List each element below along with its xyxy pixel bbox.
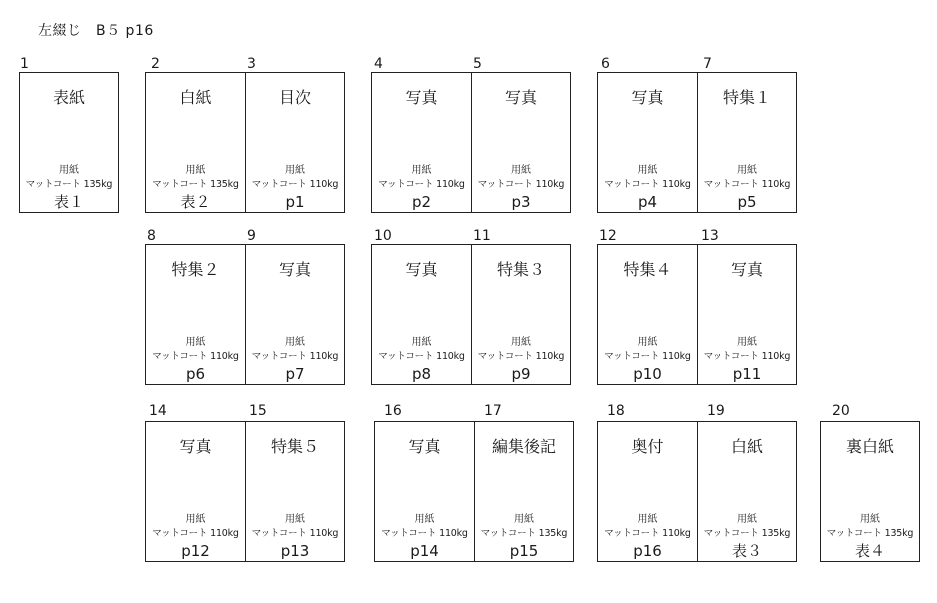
page-title: 写真 (730, 260, 763, 279)
page-number: 2 (151, 56, 160, 72)
page-number: 16 (384, 403, 402, 419)
page-label: p4 (637, 193, 658, 211)
page-label: p13 (280, 542, 310, 560)
paper-spec (146, 513, 245, 541)
paper-label: 用紙 (511, 337, 531, 348)
paper-label: 用紙 (285, 514, 305, 525)
page-box (697, 72, 797, 213)
page-label: p14 (410, 542, 439, 560)
paper-stock: マットコート 110kg (378, 179, 465, 190)
paper-label: 用紙 (285, 165, 305, 176)
paper-label: 用紙 (185, 514, 206, 525)
paper-label: 用紙 (737, 165, 757, 176)
page-box (471, 72, 571, 213)
page-number: 14 (149, 403, 167, 419)
page-number: 20 (832, 403, 850, 419)
page-number: 1 (20, 56, 29, 72)
paper-stock: マットコート 110kg (381, 528, 468, 539)
page-box (471, 244, 571, 385)
page-number: 6 (601, 56, 610, 72)
page-title: 写真 (179, 437, 212, 456)
paper-spec (598, 513, 697, 541)
page-box (245, 421, 345, 562)
paper-spec (698, 513, 796, 541)
paper-label: 用紙 (185, 337, 206, 348)
page-label: p16 (633, 542, 662, 560)
paper-label: 用紙 (637, 337, 658, 348)
paper-spec (246, 513, 344, 541)
page-label: p6 (185, 365, 206, 383)
paper-stock: マットコート 135kg (703, 528, 791, 539)
page-number: 5 (473, 56, 482, 72)
page-label: p12 (181, 542, 210, 560)
page-title: 白紙 (179, 88, 212, 107)
page-label: p15 (509, 542, 539, 560)
paper-stock: マットコート 135kg (480, 528, 568, 539)
paper-spec (20, 164, 118, 192)
page-title: 写真 (504, 88, 537, 107)
paper-spec (375, 513, 474, 541)
paper-stock: マットコート 110kg (152, 351, 239, 362)
paper-stock: マットコート 110kg (604, 351, 691, 362)
page-title: 写真 (631, 88, 664, 107)
page-box-back-cover (820, 421, 920, 562)
paper-label: 用紙 (637, 165, 658, 176)
page-title: 裏白紙 (845, 437, 894, 456)
paper-stock: マットコート 110kg (378, 351, 465, 362)
paper-spec (598, 336, 697, 364)
paper-stock: マットコート 135kg (152, 179, 239, 190)
page-title: 写真 (278, 260, 311, 279)
page-box (597, 421, 697, 562)
page-number: 8 (147, 228, 156, 244)
page-label: p3 (511, 193, 531, 211)
page-title: 表紙 (52, 88, 85, 107)
paper-label: 用紙 (414, 514, 435, 525)
paper-spec (472, 336, 570, 364)
paper-spec (246, 336, 344, 364)
page-number: 10 (374, 228, 392, 244)
page-label: 表２ (180, 193, 211, 211)
paper-stock: マットコート 110kg (477, 179, 565, 190)
paper-stock: マットコート 110kg (251, 351, 339, 362)
paper-spec (372, 164, 471, 192)
page-label: p7 (285, 365, 305, 383)
page-box (145, 244, 245, 385)
page-title: 特集３ (496, 260, 545, 279)
page-number: 18 (607, 403, 625, 419)
page-number: 13 (701, 228, 719, 244)
paper-stock: マットコート 110kg (477, 351, 565, 362)
page-title: 写真 (408, 437, 441, 456)
page-label: 表１ (53, 193, 84, 211)
paper-spec (821, 513, 919, 541)
paper-label: 用紙 (511, 165, 531, 176)
page-title: 特集１ (722, 88, 771, 107)
paper-spec (598, 164, 697, 192)
paper-label: 用紙 (860, 514, 880, 525)
paper-spec (146, 336, 245, 364)
page-label: p8 (411, 365, 432, 383)
page-number: 3 (247, 56, 256, 72)
paper-stock: マットコート 110kg (604, 528, 691, 539)
page-label: 表３ (731, 542, 762, 560)
page-number: 7 (703, 56, 712, 72)
page-label: p11 (732, 365, 762, 383)
paper-label: 用紙 (737, 514, 757, 525)
paper-stock: マットコート 135kg (25, 179, 113, 190)
paper-label: 用紙 (411, 337, 432, 348)
paper-spec (472, 164, 570, 192)
paper-label: 用紙 (514, 514, 534, 525)
paper-label: 用紙 (411, 165, 432, 176)
page-box (697, 421, 797, 562)
page-box (597, 244, 697, 385)
page-box (145, 421, 245, 562)
page-box (245, 244, 345, 385)
page-title: 特集４ (623, 260, 672, 279)
page-number: 19 (707, 403, 725, 419)
page-number: 11 (473, 228, 491, 244)
page-label: p5 (737, 193, 757, 211)
page-title: 写真 (405, 260, 438, 279)
page-label: p9 (511, 365, 531, 383)
paper-label: 用紙 (737, 337, 757, 348)
page-box-cover (19, 72, 119, 213)
page-title: 写真 (405, 88, 438, 107)
paper-spec (146, 164, 245, 192)
page-label: p1 (285, 193, 305, 211)
paper-stock: マットコート 110kg (152, 528, 239, 539)
page-box (371, 244, 471, 385)
page-number: 12 (599, 228, 617, 244)
paper-stock: マットコート 110kg (251, 528, 339, 539)
paper-spec (372, 336, 471, 364)
page-label: p2 (411, 193, 432, 211)
page-title: 目次 (278, 88, 311, 107)
paper-stock: マットコート 135kg (826, 528, 914, 539)
paper-stock: マットコート 110kg (703, 179, 791, 190)
paper-spec (698, 164, 796, 192)
page-title: 特集５ (270, 437, 319, 456)
page-box (245, 72, 345, 213)
paper-spec (698, 336, 796, 364)
paper-stock: マットコート 110kg (604, 179, 691, 190)
paper-spec (246, 164, 344, 192)
page-number: 15 (249, 403, 267, 419)
page-box (474, 421, 574, 562)
page-box (597, 72, 697, 213)
page-label: 表４ (854, 542, 885, 560)
paper-spec (475, 513, 573, 541)
page-number: 4 (374, 56, 383, 72)
paper-label: 用紙 (59, 165, 79, 176)
page-number: 9 (247, 228, 256, 244)
paper-stock: マットコート 110kg (251, 179, 339, 190)
page-box (145, 72, 245, 213)
page-box (697, 244, 797, 385)
document-header: 左綴じ B５ p16 (38, 23, 154, 39)
page-box (371, 72, 471, 213)
paper-label: 用紙 (285, 337, 305, 348)
page-number: 17 (484, 403, 502, 419)
page-label: p10 (633, 365, 662, 383)
page-title: 白紙 (730, 437, 763, 456)
paper-stock: マットコート 110kg (703, 351, 791, 362)
page-title: 特集２ (171, 260, 220, 279)
paper-label: 用紙 (637, 514, 658, 525)
page-title: 編集後記 (491, 437, 556, 456)
page-title: 奥付 (631, 437, 664, 456)
paper-label: 用紙 (185, 165, 206, 176)
page-box (374, 421, 474, 562)
